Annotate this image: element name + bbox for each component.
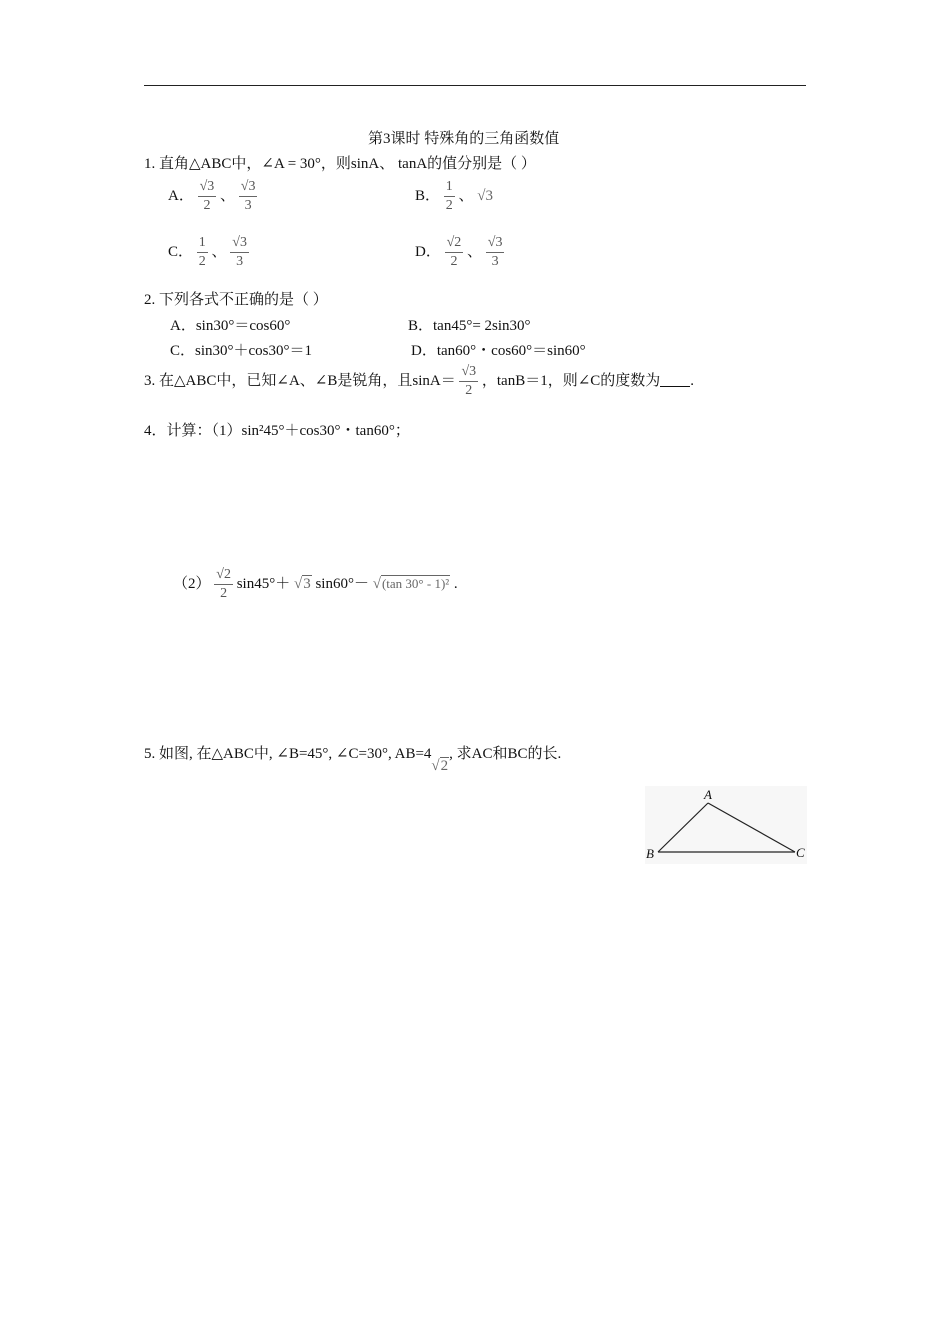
q4-part2: （2） $\frac{√2}{2}$ sin45°＋ √3 sin60°－ √(tan 30° - 1)² . bbox=[173, 567, 458, 601]
vertex-c-label: C bbox=[796, 845, 805, 860]
vertex-a-label: A bbox=[704, 787, 712, 802]
q1-option-a: A． $\frac{√3}{2}$ 、 $\frac{√3}{3}$ bbox=[168, 179, 256, 213]
fraction: $\frac{√3}{3}$ bbox=[232, 235, 247, 269]
q1-option-d: D． $\frac{√2}{2}$ 、 $\frac{√3}{3}$ bbox=[415, 235, 503, 269]
q2-option-c: C．sin30°＋cos30°＝1 bbox=[170, 343, 313, 359]
sqrt-3: √3 bbox=[293, 575, 311, 592]
fraction: $\frac{√2}{2}$ bbox=[446, 235, 462, 269]
page-title: 第3课时 特殊角的三角函数值 bbox=[368, 131, 560, 147]
sqrt-value: √3 bbox=[477, 187, 494, 204]
triangle-figure bbox=[645, 786, 807, 864]
header-rule bbox=[144, 85, 806, 86]
q3: 3. 在△ABC中，已知∠A、∠B是锐角，且sinA＝ $\frac{√3}{2}$ ，tanB＝1，则∠C的度数为 . bbox=[144, 364, 695, 398]
fraction: $\frac{√3}{3}$ bbox=[487, 235, 503, 269]
q2-stem: 2. 下列各式不正确的是（ ） bbox=[144, 292, 328, 308]
answer-blank[interactable] bbox=[660, 372, 690, 387]
q5: 5. 如图, 在△ABC中, ∠B=45°, ∠C=30°, AB=4√2, 求AC和BC的长. bbox=[144, 746, 562, 774]
q2-option-b: B．tan45°= 2sin30° bbox=[408, 318, 531, 334]
fraction: $\frac{√2}{2}$ bbox=[216, 567, 231, 601]
fraction: $\frac{1}{2}$ bbox=[198, 235, 206, 269]
q2-option-a: A．sin30°＝cos60° bbox=[170, 318, 291, 334]
fraction: $\frac{1}{2}$ bbox=[445, 179, 453, 213]
sqrt-2: √2 bbox=[431, 758, 449, 774]
q2-option-d: D．tan60°・cos60°＝sin60° bbox=[411, 343, 586, 359]
q1-stem: 1. 直角△ABC中，∠A = 30°，则sinA、 tanA的值分别是（ ） bbox=[144, 156, 536, 172]
sqrt-expression: √(tan 30° - 1)² bbox=[372, 575, 450, 592]
fraction: $\frac{√3}{2}$ bbox=[461, 364, 477, 398]
q4-part1: 4．计算：（1）sin²45°＋cos30°・tan60°； bbox=[144, 423, 410, 439]
vertex-b-label: B bbox=[646, 846, 654, 861]
fraction: $\frac{√3}{2}$ bbox=[199, 179, 215, 213]
q1-option-b: B． $\frac{1}{2}$ 、 √3 bbox=[415, 179, 494, 213]
q1-option-c: C． $\frac{1}{2}$ 、 $\frac{√3}{3}$ bbox=[168, 235, 247, 269]
fraction: $\frac{√3}{3}$ bbox=[240, 179, 256, 213]
